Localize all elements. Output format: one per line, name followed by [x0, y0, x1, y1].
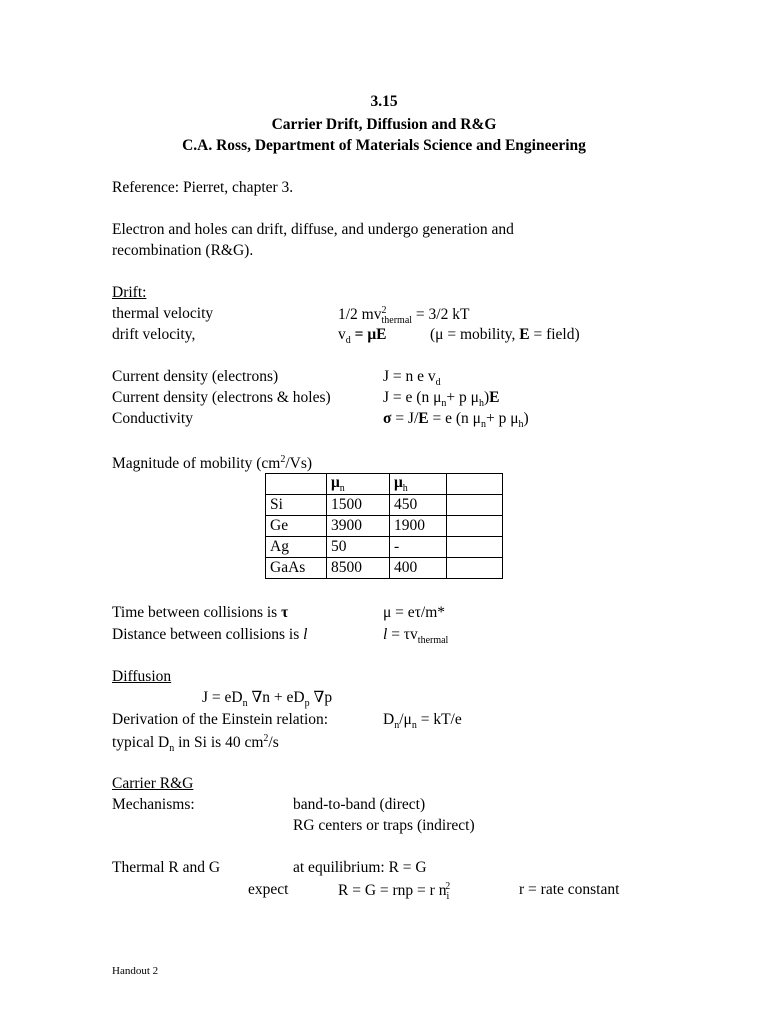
conductivity-equation: σ = J/E = e (n $\mu_n+ p$ $\mu_h$) [383, 410, 529, 430]
time-between-collisions-equation: μ = eτ/m* [383, 604, 446, 621]
current-density-electrons-label: Current density (electrons) [112, 368, 279, 385]
equilibrium-condition: at equilibrium: R = G [293, 859, 427, 876]
table-cell-blank [447, 516, 503, 537]
expect-label: expect [248, 881, 289, 898]
drift-velocity-label: drift velocity, [112, 326, 196, 343]
table-cell-blank [447, 537, 503, 558]
carrier-rg-heading: Carrier R&G [112, 775, 194, 792]
table-header-blank [447, 474, 503, 495]
table-cell-material: Ag [266, 537, 327, 558]
rate-constant-note: r = rate constant [519, 881, 620, 898]
current-density-electrons-equation: J = n e $v_d$ [383, 368, 441, 388]
document-number: 3.15 [370, 93, 398, 110]
table-row [266, 558, 503, 579]
table-row [266, 537, 503, 558]
mechanism-band-to-band: band-to-band (direct) [293, 796, 426, 813]
table-cell-mu-h: 450 [390, 495, 447, 516]
table-cell-material: Ge [266, 516, 327, 537]
table-header-empty [266, 474, 327, 495]
drift-velocity-note: (μ = mobility, E = field) [430, 326, 580, 343]
thermal-velocity-label: thermal velocity [112, 305, 214, 322]
table-cell-blank [447, 558, 503, 579]
table-row [266, 516, 503, 537]
expect-equation: R = G = rnp = r $n_i^2$ [338, 881, 451, 902]
document-title: Carrier Drift, Diffusion and R&G [271, 116, 497, 133]
table-cell-material: GaAs [266, 558, 327, 579]
einstein-relation-label: Derivation of the Einstein relation: [112, 711, 329, 728]
table-cell-mu-n: 50 [327, 537, 390, 558]
reference-line: Reference: Pierret, chapter 3. [112, 179, 294, 196]
drift-velocity-equation: $v_d = \mu E$ [338, 326, 387, 346]
distance-between-collisions-label: Distance between collisions is l [112, 626, 308, 643]
table-cell-mu-h: 400 [390, 558, 447, 579]
table-cell-mu-n: 3900 [327, 516, 390, 537]
mechanisms-label: Mechanisms: [112, 796, 195, 813]
diffusion-equation: $J = eD_n$ $\nabla n + eD_p$ ∇p [202, 689, 333, 709]
footer-handout: Handout 2 [112, 965, 159, 977]
document-author: C.A. Ross, Department of Materials Science and Engineering [182, 137, 586, 154]
intro-line-1: Electron and holes can drift, diffuse, and undergo generation and [112, 221, 514, 238]
table-header-mu-h: $\mu_h$ [390, 474, 447, 495]
drift-heading: Drift: [112, 284, 147, 301]
distance-between-collisions-equation: $l = \tau v_{thermal}$ [383, 626, 449, 646]
table-cell-mu-h: 1900 [390, 516, 447, 537]
table-cell-mu-n: 8500 [327, 558, 390, 579]
mobility-heading: Magnitude of mobility $(cm^2/Vs)$ [112, 454, 313, 472]
time-between-collisions-label: Time between collisions is τ [112, 604, 289, 621]
table-cell-blank [447, 495, 503, 516]
thermal-velocity-equation: 1/2 $mv^2_{thermal} = 3/2$ kT [338, 305, 470, 326]
conductivity-label: Conductivity [112, 410, 193, 427]
table-row [266, 495, 503, 516]
table-cell-material: Si [266, 495, 327, 516]
mechanism-rg-centers: RG centers or traps (indirect) [293, 817, 475, 834]
table-header-row [266, 474, 503, 495]
typical-diffusivity-line: typical $D_n$ in Si is 40 $cm^2/s$ [112, 733, 279, 754]
table-cell-mu-h: - [390, 537, 447, 558]
thermal-rg-label: Thermal R and G [112, 859, 221, 876]
einstein-relation-equation: $D_n/\mu_n = kT/e$ [383, 711, 462, 731]
table-cell-mu-n: 1500 [327, 495, 390, 516]
table-header-mu-n: $\mu_n$ [327, 474, 390, 495]
current-density-both-label: Current density (electrons & holes) [112, 389, 331, 406]
mobility-table [265, 473, 503, 579]
intro-line-2: recombination (R&G). [112, 242, 254, 259]
diffusion-heading: Diffusion [112, 668, 172, 685]
current-density-both-equation: J = e (n $\mu_n+ p$ $\mu_h)E$ [383, 389, 500, 409]
